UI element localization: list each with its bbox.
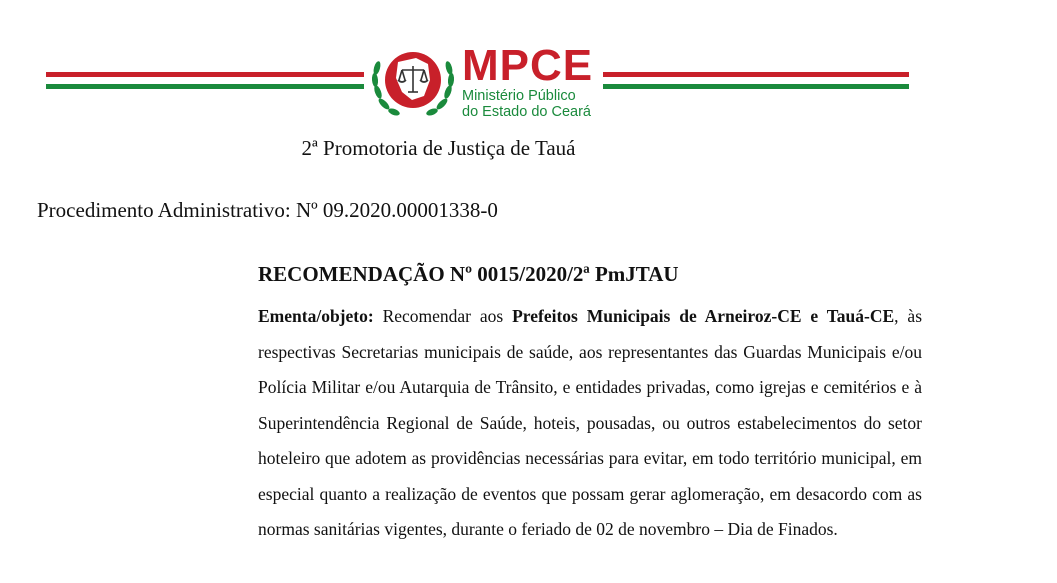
logo-title: MPCE — [462, 41, 594, 90]
summary-text-part1: Recomendar aos — [373, 306, 513, 326]
recommendation-title: RECOMENDAÇÃO Nº 0015/2020/2ª PmJTAU — [258, 262, 679, 286]
header-band-right-red — [603, 72, 909, 77]
mpce-logo — [462, 41, 602, 120]
header-band-right-green — [603, 84, 909, 89]
procedure-number: Procedimento Administrativo: Nº 09.2020.00001338-0 — [37, 198, 498, 222]
header-band-left-green — [46, 84, 364, 89]
summary-label: Ementa/objeto: — [258, 306, 374, 326]
logo-subtitle-line1: Ministério Público — [462, 88, 576, 104]
office-name: 2ª Promotoria de Justiça de Tauá — [301, 136, 576, 160]
summary-text-part2: , às respectivas Secretarias municipais de saúde, aos representantes das Guardas Municipais e/ou Polícia Militar e/ou Autarquia de Trânsito, e entidades privadas, como igrejas e cemitérios e à Superintendência Regional de Saúde, hoteis, pousadas, ou outros estabelecimentos do setor hoteleiro que adotem as providências necessárias para evitar, em todo território municipal, em especial quanto a realização de eventos que possam gerar aglomeração, em desacordo com as normas sanitárias vigentes, durante o feriado de 02 de novembro – Dia de Finados. — [258, 306, 923, 539]
summary-addressees: Prefeitos Municipais de Arneiroz-CE e Tauá-CE — [512, 306, 895, 326]
header-band-left-red — [46, 72, 364, 77]
logo-subtitle-line2: do Estado do Ceará — [462, 104, 591, 120]
justice-scale-emblem-icon — [368, 40, 458, 122]
summary-paragraph — [258, 299, 922, 548]
